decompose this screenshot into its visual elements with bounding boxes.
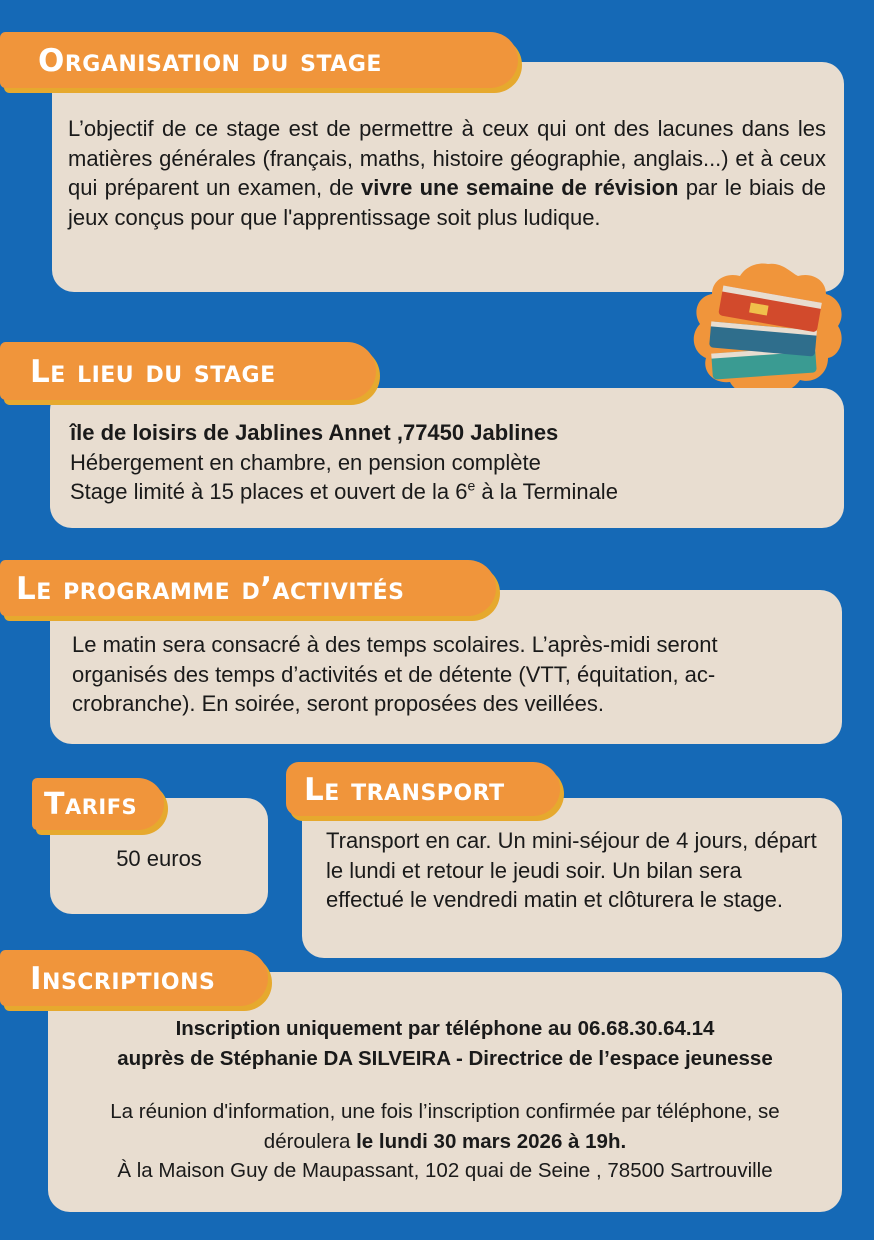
transport-title: Le transport (304, 772, 505, 808)
organisation-text-b: par le biais de jeux conçus pour que l'apprentissage soit plus ludique. (68, 175, 826, 230)
programme-title: Le programme d’activités (16, 571, 405, 607)
inscriptions-line4-bold: le lundi 30 mars 2026 à 19h. (356, 1129, 627, 1153)
inscriptions-line2: auprès de Stéphanie DA SILVEIRA - Directrice de l’espace jeunesse (117, 1046, 773, 1070)
inscriptions-line4 (56, 1127, 834, 1157)
inscriptions-line5: À la Maison Guy de Maupassant, 102 quai de Seine , 78500 Sartrouville (117, 1159, 773, 1182)
transport-card (302, 798, 842, 958)
organisation-title-tag (0, 32, 518, 88)
inscriptions-card (48, 972, 842, 1212)
organisation-title: Organisation du stage (38, 43, 382, 79)
programme-title-tag (0, 560, 496, 616)
organisation-text-bold: vivre une semaine de révision (360, 175, 679, 200)
books-icon (690, 258, 846, 408)
lieu-line3-a: Stage limité à 15 places et ouvert de la 6 (70, 479, 468, 504)
lieu-title-tag (0, 342, 376, 400)
lieu-line3 (70, 477, 826, 507)
lieu-line2: Hébergement en chambre, en pension complète (70, 449, 541, 475)
lieu-line3-sup: e (467, 477, 476, 494)
inscriptions-line1: Inscription uniquement par téléphone au 06.68.30.64.14 (175, 1017, 715, 1040)
programme-text: Le matin sera consacré à des temps scolaires. L’après-midi seront organisés des temps d’activités et de détente (VTT, équitation, ac-crobranche). En soirée, seront proposées des veillées. (72, 632, 718, 716)
inscriptions-line4-a: déroulera (263, 1129, 357, 1153)
organisation-text-a: L’objectif de ce stage est de permettre à ceux qui ont des lacunes dans les matières générales (français, maths, histoire géographie, anglais...) et à ceux qui préparent un examen, de (68, 116, 826, 200)
lieu-card (50, 388, 844, 528)
tarifs-value: 50 euros (116, 846, 202, 871)
lieu-title: Le lieu du stage (30, 354, 276, 390)
inscriptions-title-tag (0, 950, 268, 1006)
tarifs-title-tag (32, 778, 164, 830)
transport-text: Transport en car. Un mini-séjour de 4 jours, départ le lundi et retour le jeudi soir. Un bilan sera effectué le vendredi matin et clôturera le stage. (326, 828, 817, 912)
lieu-line3-b: à la Terminale (475, 479, 618, 504)
inscriptions-title: Inscriptions (30, 961, 216, 997)
inscriptions-line3: La réunion d'information, une fois l’inscription confirmée par téléphone, se (110, 1100, 780, 1123)
transport-title-tag (286, 762, 560, 816)
lieu-line1: île de loisirs de Jablines Annet ,77450 Jablines (70, 420, 559, 445)
tarifs-title: Tarifs (44, 787, 138, 822)
